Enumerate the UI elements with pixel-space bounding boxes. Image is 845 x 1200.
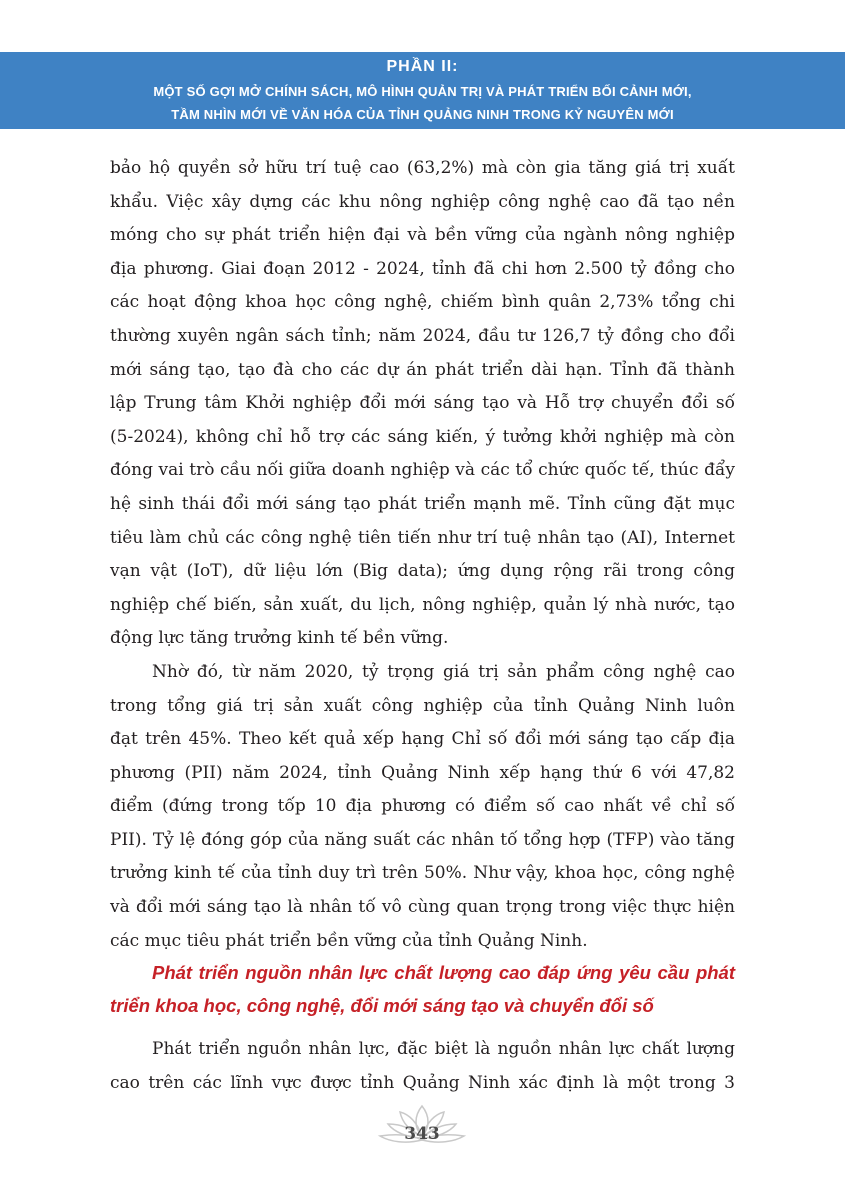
paragraph-line: đạt trên 45%. Theo kết quả xếp hạng Chỉ số đổi mới sáng tạo cấp địa: [110, 729, 735, 750]
paragraph-line: móng cho sự phát triển hiện đại và bền vững của ngành nông nghiệp: [110, 225, 735, 246]
paragraph-line: các mục tiêu phát triển bền vững của tỉnh Quảng Ninh.: [110, 930, 588, 951]
paragraph-line: cao trên các lĩnh vực được tỉnh Quảng Ninh xác định là một trong 3: [110, 1072, 735, 1093]
paragraph-line: thường xuyên ngân sách tỉnh; năm 2024, đầu tư 126,7 tỷ đồng cho đổi: [110, 325, 735, 346]
body-paragraphs: [110, 152, 735, 958]
paragraph-line: trong tổng giá trị sản xuất công nghiệp của tỉnh Quảng Ninh luôn: [110, 695, 735, 716]
section-heading-line2: triển khoa học, công nghệ, đổi mới sáng tạo và chuyển đổi số: [110, 995, 654, 1016]
paragraph-line: và đổi mới sáng tạo là nhân tố vô cùng quan trọng trong việc thực hiện: [110, 897, 735, 918]
paragraph-line: khẩu. Việc xây dựng các khu nông nghiệp công nghệ cao đã tạo nền: [110, 191, 735, 212]
paragraph-line: phương (PII) năm 2024, tỉnh Quảng Ninh xếp hạng thứ 6 với 47,82: [110, 762, 735, 783]
section-heading-line1: Phát triển nguồn nhân lực chất lượng cao đáp ứng yêu cầu phát: [152, 962, 735, 983]
paragraph-line: (5-2024), không chỉ hỗ trợ các sáng kiến, ý tưởng khởi nghiệp mà còn: [110, 426, 735, 447]
paragraph-line: Nhờ đó, từ năm 2020, tỷ trọng giá trị sản phẩm công nghệ cao: [152, 661, 735, 682]
header-subtitle-line1: MỘT SỐ GỢI MỞ CHÍNH SÁCH, MÔ HÌNH QUẢN TRỊ VÀ PHÁT TRIỂN BỐI CẢNH MỚI,: [153, 84, 692, 99]
paragraph-line: bảo hộ quyền sở hữu trí tuệ cao (63,2%) mà còn gia tăng giá trị xuất: [110, 158, 735, 178]
page-footer: [372, 1102, 472, 1162]
header-subtitle-line2: TẦM NHÌN MỚI VỀ VĂN HÓA CỦA TỈNH QUẢNG NINH TRONG KỶ NGUYÊN MỚI: [171, 107, 674, 122]
section-heading: [110, 956, 735, 1022]
paragraph-line: nghiệp chế biến, sản xuất, du lịch, nông nghiệp, quản lý nhà nước, tạo: [110, 594, 735, 615]
page-number: 343: [404, 1124, 440, 1144]
paragraph-line: đóng vai trò cầu nối giữa doanh nghiệp và các tổ chức quốc tế, thúc đẩy: [110, 460, 735, 481]
paragraph-line: động lực tăng trưởng kinh tế bền vững.: [110, 628, 449, 649]
body-paragraph-continued: [110, 1033, 735, 1100]
paragraph-line: Phát triển nguồn nhân lực, đặc biệt là nguồn nhân lực chất lượng: [152, 1039, 735, 1059]
paragraph-line: tiêu làm chủ các công nghệ tiên tiến như trí tuệ nhân tạo (AI), Internet: [110, 527, 735, 548]
paragraph-line: PII). Tỷ lệ đóng góp của năng suất các nhân tố tổng hợp (TFP) vào tăng: [110, 829, 735, 850]
paragraph-line: vạn vật (IoT), dữ liệu lớn (Big data); ứng dụng rộng rãi trong công: [110, 561, 735, 582]
paragraph-line: trưởng kinh tế của tỉnh duy trì trên 50%. Như vậy, khoa học, công nghệ: [110, 863, 735, 884]
header-band: [0, 52, 845, 129]
part-title: PHẦN II:: [386, 58, 459, 75]
paragraph-line: điểm (đứng trong tốp 10 địa phương có điểm số cao nhất về chỉ số: [110, 796, 735, 817]
paragraph-line: lập Trung tâm Khởi nghiệp đổi mới sáng tạo và Hỗ trợ chuyển đổi số: [110, 393, 735, 414]
paragraph-line: mới sáng tạo, tạo đà cho các dự án phát triển dài hạn. Tỉnh đã thành: [110, 359, 735, 380]
paragraph-line: địa phương. Giai đoạn 2012 - 2024, tỉnh đã chi hơn 2.500 tỷ đồng cho: [110, 258, 735, 279]
paragraph-line: hệ sinh thái đổi mới sáng tạo phát triển mạnh mẽ. Tỉnh cũng đặt mục: [110, 493, 735, 514]
paragraph-line: các hoạt động khoa học công nghệ, chiếm bình quân 2,73% tổng chi: [110, 292, 735, 313]
